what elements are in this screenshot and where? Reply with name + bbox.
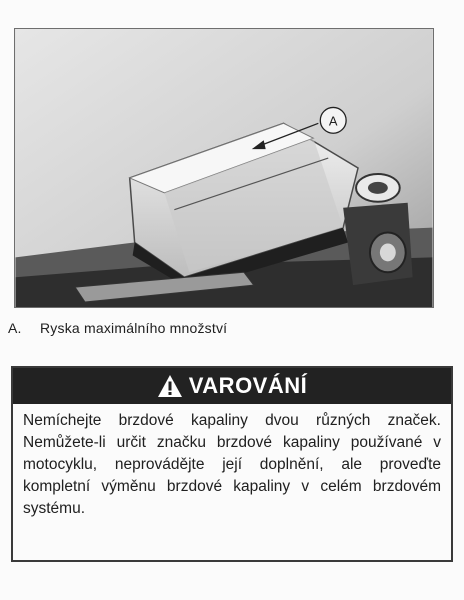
warning-header — [13, 368, 451, 404]
callout-label: A — [328, 113, 338, 129]
figure-caption — [8, 320, 227, 336]
photo-illustration — [15, 29, 433, 307]
warning-body: Nemíchejte brzdové kapaliny dvou různých značek. Nemůžete-li určit značku brzdové kapaliny používané v motocyklu, neprovádějte její doplnění, ale proveďte kompletní výměnu brzdové kapaliny v celém brzdovém systému. — [23, 412, 441, 517]
caption-letter: A. — [8, 320, 22, 336]
caption-text: Ryska maximálního množství — [40, 320, 228, 336]
warning-title: VAROVÁNÍ — [188, 373, 308, 398]
warning-triangle-icon — [157, 374, 183, 398]
warning-box — [11, 366, 453, 562]
brake-reservoir-photo — [14, 28, 434, 308]
